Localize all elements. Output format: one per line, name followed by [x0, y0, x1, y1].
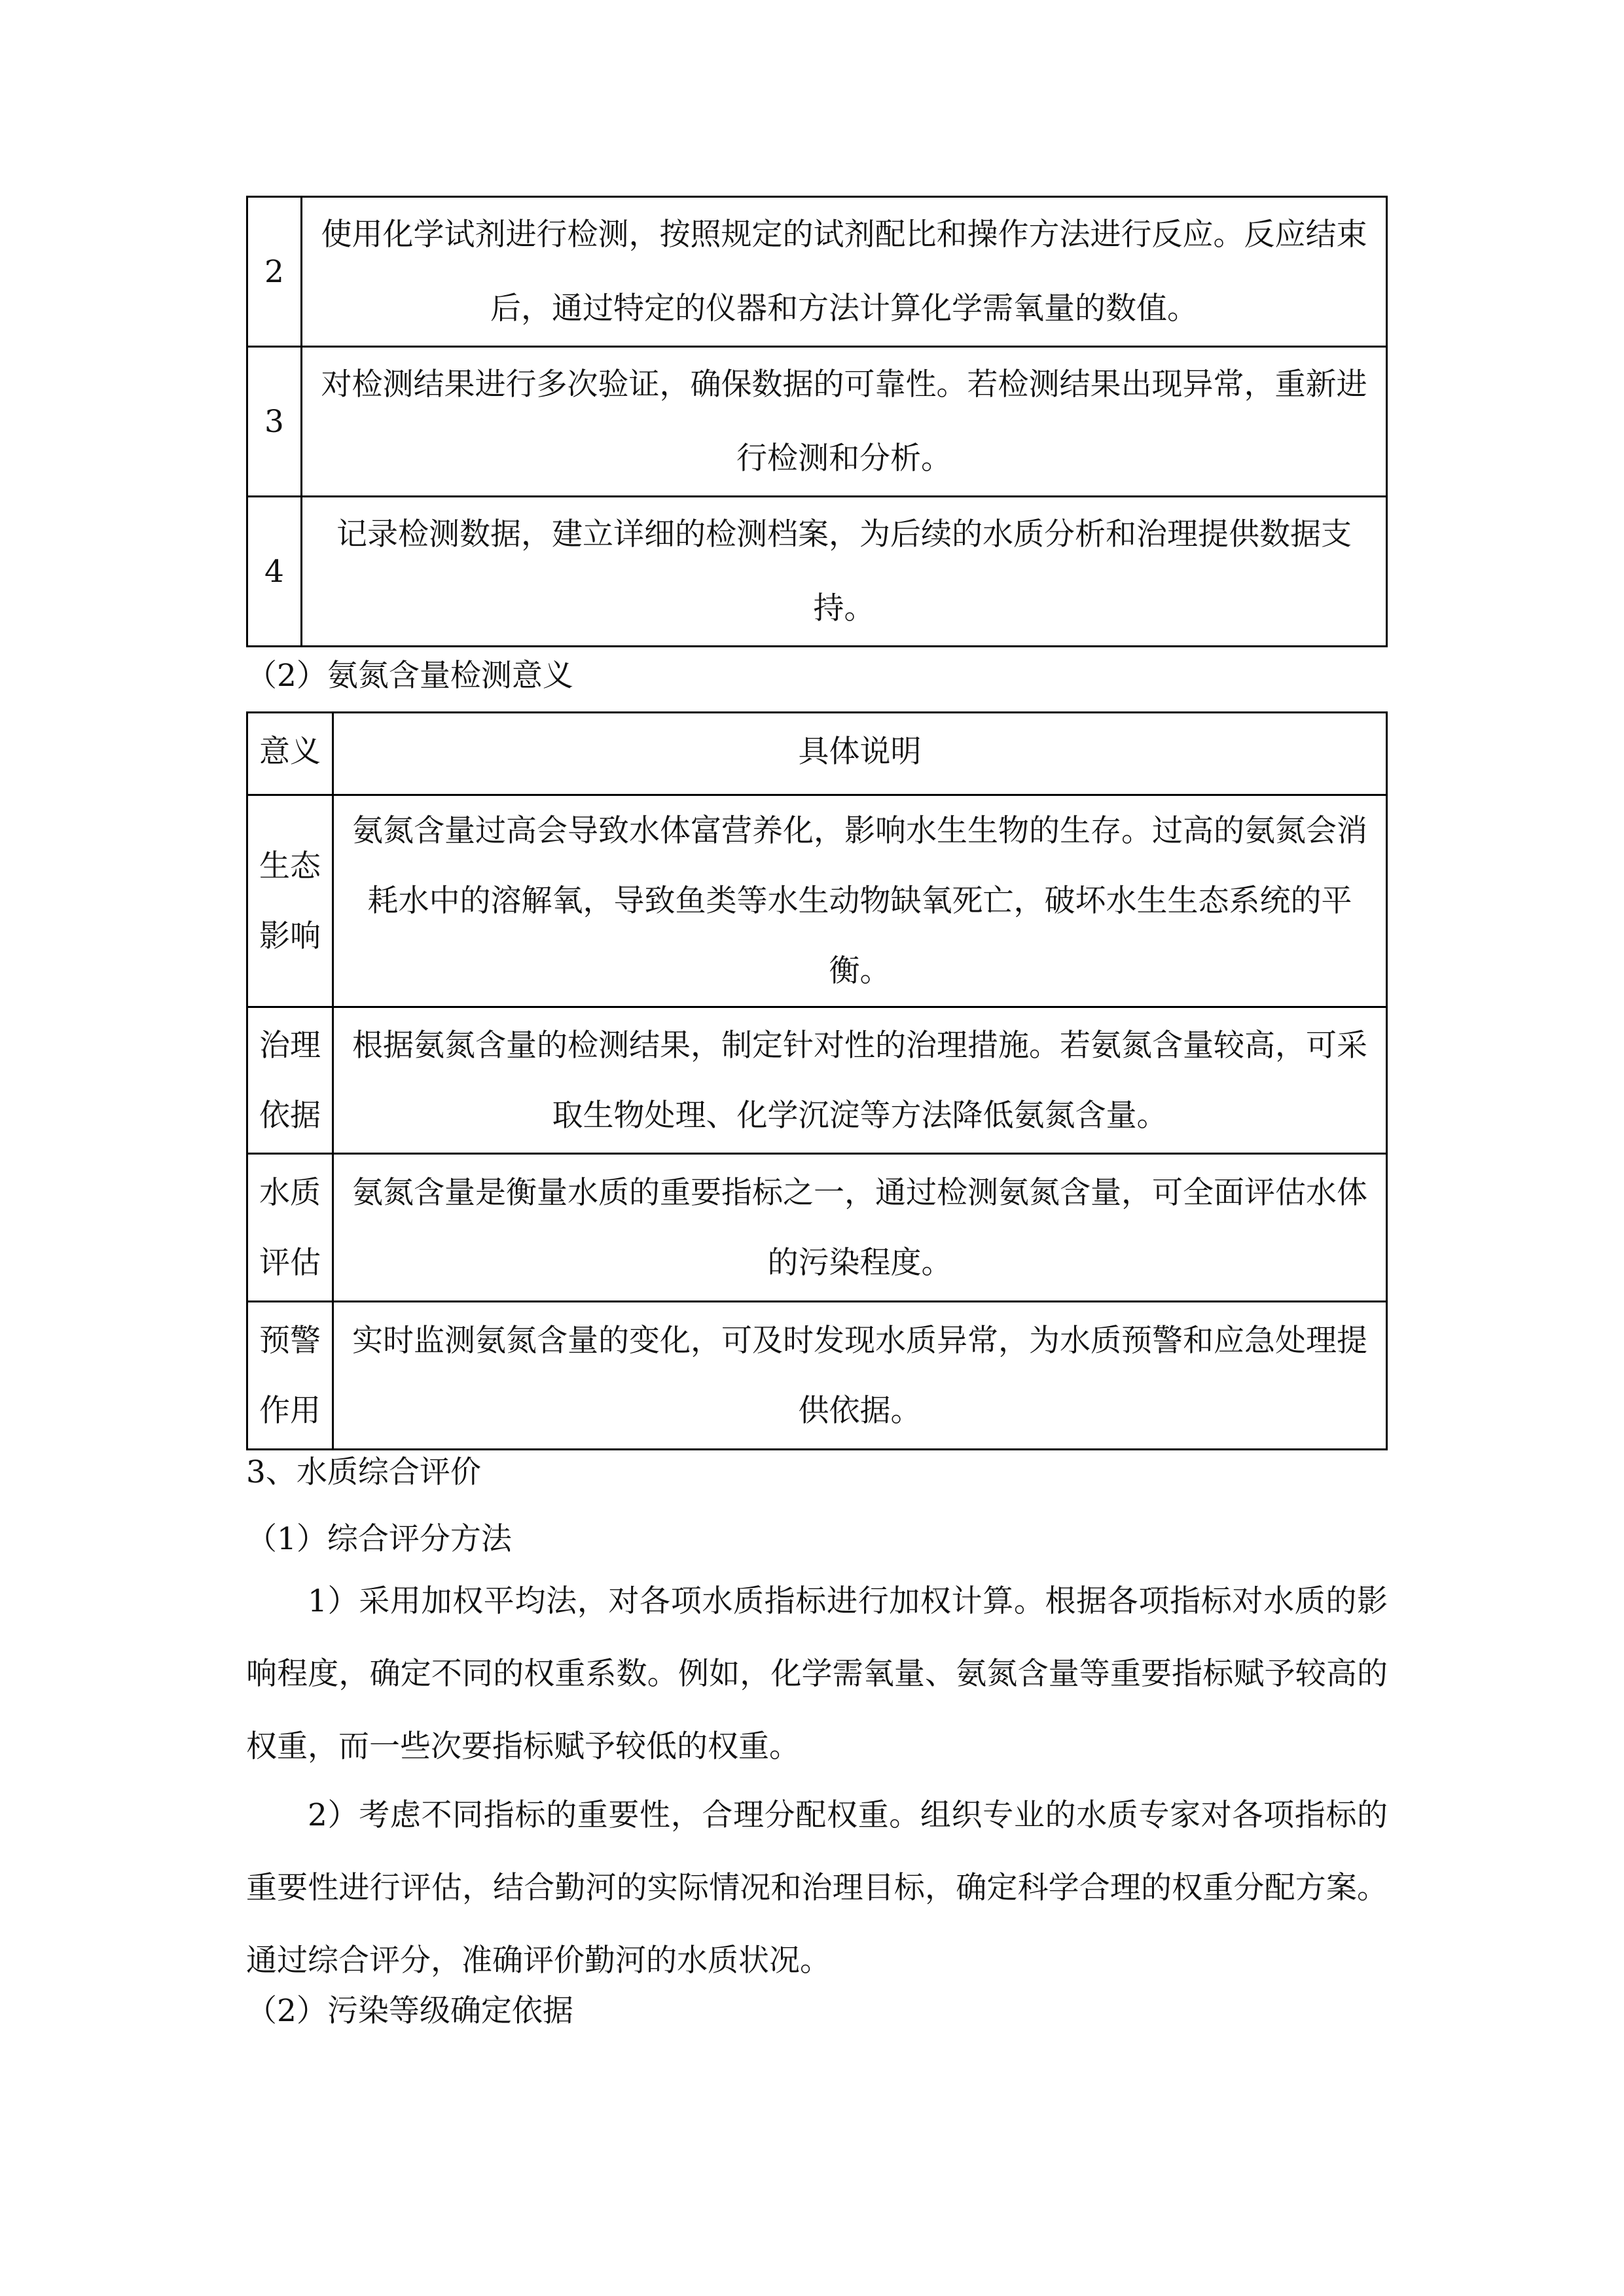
- table-row: [247, 1302, 1387, 1450]
- header-description: 具体说明: [333, 713, 1387, 795]
- meaning-key: 预警作用: [247, 1302, 333, 1450]
- section-ammonia-title: （2）氨氮含量检测意义: [246, 658, 573, 694]
- step-number: 3: [247, 347, 302, 497]
- step-number: 4: [247, 497, 302, 647]
- sub2-title: （2）污染等级确定依据: [246, 1993, 573, 2029]
- table-row: [247, 497, 1387, 647]
- step-description: 对检测结果进行多次验证，确保数据的可靠性。若检测结果出现异常，重新进行检测和分析。: [302, 347, 1387, 497]
- meaning-key: 水质评估: [247, 1154, 333, 1302]
- paragraph-weight-allocation: 2）考虑不同指标的重要性，合理分配权重。组织专业的水质专家对各项指标的重要性进行评估，结合勤河的实际情况和治理目标，确定科学合理的权重分配方案。通过综合评分，准确评价勤河的水质状况。: [246, 1797, 1388, 1979]
- table-row: [247, 347, 1387, 497]
- table-row: [247, 197, 1387, 347]
- step-number: 2: [247, 197, 302, 347]
- meaning-description: 氨氮含量过高会导致水体富营养化，影响水生生物的生存。过高的氨氮会消耗水中的溶解氧，导致鱼类等水生动物缺氧死亡，破坏水生生态系统的平衡。: [333, 795, 1387, 1007]
- meaning-description: 氨氮含量是衡量水质的重要指标之一，通过检测氨氮含量，可全面评估水体的污染程度。: [333, 1154, 1387, 1302]
- table-row: [247, 1154, 1387, 1302]
- header-meaning: 意义: [247, 713, 333, 795]
- step-description: 记录检测数据，建立详细的检测档案，为后续的水质分析和治理提供数据支持。: [302, 497, 1387, 647]
- step-description: 使用化学试剂进行检测，按照规定的试剂配比和操作方法进行反应。反应结束后，通过特定的仪器和方法计算化学需氧量的数值。: [302, 197, 1387, 347]
- paragraph-weighted-average: 1）采用加权平均法，对各项水质指标进行加权计算。根据各项指标对水质的影响程度，确定不同的权重系数。例如，化学需氧量、氨氮含量等重要指标赋予较高的权重，而一些次要指标赋予较低的权重。: [246, 1583, 1388, 1765]
- table-row: [247, 795, 1387, 1007]
- detection-steps-table: [246, 196, 1388, 647]
- meaning-key: 治理依据: [247, 1007, 333, 1154]
- meaning-key: 生态影响: [247, 795, 333, 1007]
- ammonia-meaning-table: [246, 711, 1388, 1450]
- table-row: [247, 1007, 1387, 1154]
- sub1-title: （1）综合评分方法: [246, 1521, 512, 1557]
- meaning-description: 实时监测氨氮含量的变化，可及时发现水质异常，为水质预警和应急处理提供依据。: [333, 1302, 1387, 1450]
- section3-title: 3、水质综合评价: [246, 1454, 481, 1490]
- table-header-row: [247, 713, 1387, 795]
- meaning-description: 根据氨氮含量的检测结果，制定针对性的治理措施。若氨氮含量较高，可采取生物处理、化学沉淀等方法降低氨氮含量。: [333, 1007, 1387, 1154]
